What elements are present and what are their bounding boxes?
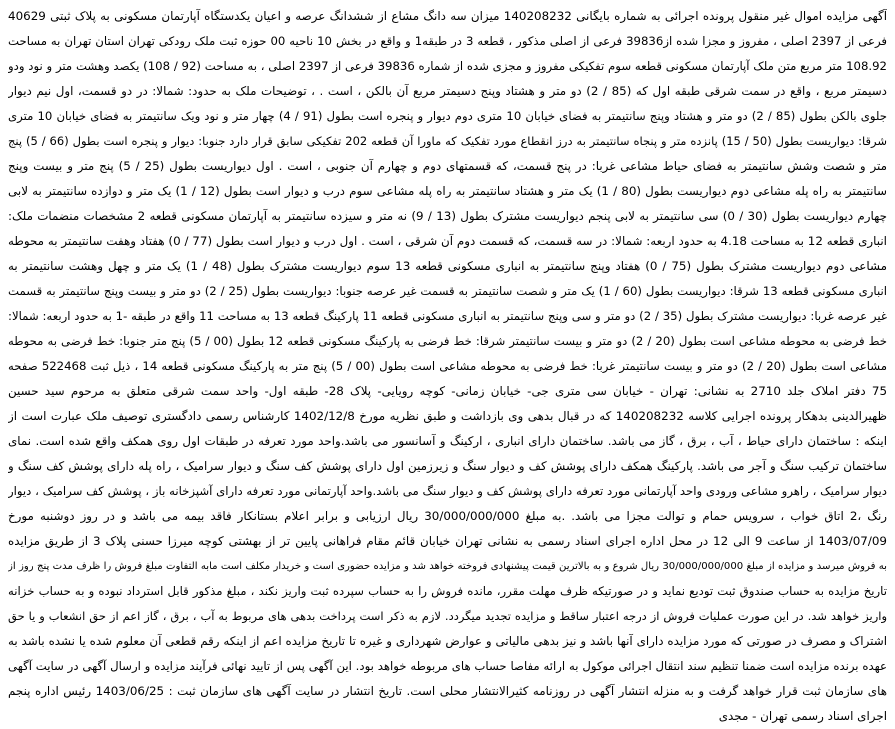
notice-line: جلوی بالکن بطول (85 / 2) دو متر و هشتاد وپنج سانتیمتر به فضای خیابان 10 متری دوم دیوار و پنجره است بطول (91 / 4) چهار متر و نود ویک سانتیمتر به فضای خیابان 10 متری	[8, 109, 887, 123]
notice-line: واریز خواهد شد. در این صورت عملیات فروش از درجه اعتبار ساقط و مزایده تجدید میگردد. لازم به ذکر است پرداخت بدهی های مربوط به آب ، برق ، گاز اعم از حق انشعاب و یا حق	[8, 609, 887, 623]
notice-line: به فروش میرسد و مزایده از مبلغ 30/000/000/000 ریال شروع و به بالاترین قیمت پیشنهادی فروخته خواهد شد و مزایده حضوری است و خریدار مکلف است مابه التفاوت مبلغ فروش را ظرف مدت پنج روز از	[8, 561, 887, 572]
notice-line: متر و شصت وشش سانتیمتر به فضای حیاط مشاعی غربا: در پنج قسمت، که قسمتهای دوم و چهارم آن جنوبی ، است . اول دیواریست بطول (25 / 5) پنج متر و بیست وپنج	[8, 159, 887, 173]
notice-line: تاریخ مزایده به حساب صندوق ثبت تودیع نماید و در صورتیکه ظرف مهلت مقرر، مانده فروش را به حساب سپرده ثبت واریز نکند ، مبلغ مذکور قابل استرداد نبوده و به حساب خزانه	[8, 584, 887, 598]
notice-line: خط فرضی به محوطه مشاعی است بطول (20 / 2) دو متر و بیست سانتیمتر شرقا: خط فرضی به پارکینگ مسکونی قطعه 12 بطول (00 / 5) پنج متر جنوبا: خط فرضی به محوطه	[8, 334, 887, 348]
notice-line: مشاعی دوم دیواریست مشترک بطول (75 / 0) هفتاد وپنج سانتیمتر به انباری مسکونی قطعه 13 سوم دیواریست مشترک بطول (48 / 1) یک متر و چهل وهشت سانتیمتر به	[8, 259, 887, 273]
notice-signature-line: اجرای اسناد رسمی تهران - مجدی	[718, 709, 887, 723]
notice-line: شرقا: دیواریست بطول (50 / 15) پانزده متر و پنجاه سانتیمتر به درز انقطاع مورد تفکیک که ماورا آن قطعه 202 تفکیکی سابق قرار دارد جنوبا: دیوار و پنجره است بطول (66 / 5) پنج	[8, 134, 887, 148]
notice-line: آگهی مزایده اموال غیر منقول پرونده اجرائی به شماره بایگانی 140208232 میزان سه دانگ مشاع از ششدانگ عرصه و اعیان یکدستگاه آپارتمان مسکونی به پلاک ثبتی 40629	[8, 9, 887, 23]
notice-line: دیوار سرامیک ، راهرو مشاعی ورودی واحد آپارتمانی مورد تعرفه دارای پوشش کف و دیوار سنگ می باشد.واحد آپارتمانی مورد تعرفه دارای آشپزخانه باز ، پوشش کف سرامیک ، دیوار	[8, 484, 887, 498]
notice-line: 108.92 متر مربع متن ملک آپارتمان مسکونی قطعه سوم تفکیکی مفروز و مجزی شده از شماره 39836 فرعی از 2397 اصلی ، به مساحت (92 / 108) یکصد وهشت متر و نود ودو	[8, 59, 887, 73]
notice-line: ظهیرالدینی بدهکار پرونده اجرایی کلاسه 140208232 که در قبال بدهی وی بازداشت و طبق نظریه مورخ 1402/12/8 کارشناس رسمی دادگستری توصیف ملک عبارت است از	[8, 409, 887, 423]
notice-line: اشتراک و مصرف در صورتی که مورد مزایده دارای آنها باشد و نیز بدهی مالیاتی و عوارض شهرداری و غیره تا تاریخ مزایده اعم از اینکه رقم قطعی آن معلوم شده یا نشده باشد به	[8, 634, 887, 648]
notice-line: 1403/07/09 از ساعت 9 الی 12 در محل اداره اجرای اسناد رسمی به نشانی تهران خیابان قائم مقام فراهانی پایین تر از بهشتی کوچه میرزا حسنی پلاک 3 از طریق مزایده	[8, 534, 887, 548]
notice-line: فرعی از 2397 اصلی ، مفروز و مجزا شده از39836 فرعی از اصلی مذکور ، قطعه 3 در طبقه1 و واقع در بخش 10 ناحیه 00 حوزه ثبت ملک رودکی تهران استان تهران به مساحت	[8, 34, 887, 48]
notice-line: چهارم دیواریست بطول (30 / 0) سی سانتیمتر به لابی پنجم دیواریست مشترک بطول (13 / 9) نه متر و سیزده سانتیمتر به آپارتمان مسکونی قطعه 2 مشخصات منضمات ملک:	[8, 209, 887, 223]
notice-line: اینکه : ساختمان دارای حیاط ، آب ، برق ، گاز می باشد. ساختمان دارای انباری ، ارکینگ و آسانسور می باشد.واحد مورد تعرفه در طبقات اول روی همکف واقع شده است. نمای	[8, 434, 887, 448]
notice-line: انباری قطعه 12 به مساحت 4.18 به حدود اربعه: شمالا: در سه قسمت، که قسمت دوم آن شرقی ، است . اول درب و دیوار است بطول (77 / 0) هفتاد وهفت سانتیمتر به محوطه	[8, 234, 887, 248]
notice-line: رنگ ،2 اتاق خواب ، سرویس حمام و توالت مجزا می باشد. .به مبلغ 30/000/000/000 ریال ارزیابی و برابر اعلام بستانکار فاقد بیمه می باشد و در روز دوشنبه مورخ	[8, 509, 887, 523]
notice-line: غیر عرصه غربا: دیواریست مشترک بطول (35 / 2) دو متر و سی وپنج سانتیمتر به انباری مسکونی قطعه 11 پارکینگ قطعه 13 به مساحت 11 واقع در طبقه -1 به حدود اربعه: شمالا:	[8, 309, 887, 323]
notice-line: سانتیمتر به راه پله مشاعی دوم دیواریست بطول (80 / 1) یک متر و هشتاد سانتیمتر به راه پله مشاعی سوم درب و دیوار است بطول (12 / 1) یک متر و دوازده سانتیمتر به لابی	[8, 184, 887, 198]
notice-line: مشاعی است بطول (20 / 2) دو متر و بیست سانتیمتر غربا: خط فرضی به محوطه مشاعی است بطول (00 / 5) پنج متر به پارکینگ مسکونی قطعه 14 ، ذیل ثبت 522468 صفحه	[8, 359, 887, 373]
notice-line: انباری مسکونی قطعه 13 شرقا: دیواریست بطول (60 / 1) یک متر و شصت سانتیمتر به قسمت غیر عرصه جنوبا: دیواریست بطول (25 / 2) دو متر و بیست وپنج سانتیمتر به قسمت	[8, 284, 887, 298]
notice-line: عهده برنده مزایده است ضمنا تنظیم سند انتقال اجرائی موکول به ارائه مفاصا حساب های مربوطه خواهد بود. این آگهی پس از تایید نهائی فرآیند مزایده و ارسال آگهی در سایت آگهی	[8, 659, 887, 673]
notice-line: های سازمان ثبت قرار خواهد گرفت و به منزله انتشار آگهی در روزنامه کثیرالانتشار محلی است. تاریخ انتشار در سایت آگهی های سازمان ثبت : 1403/06/25 رئیس اداره پنجم	[8, 684, 887, 698]
notice-line: ساختمان ترکیب سنگ و آجر می باشد. پارکینگ همکف دارای پوشش کف و دیوار سنگ و زیرزمین اول دارای پوشش کف سنگ و دیوار سرامیک ، راه پله دارای پوشش کف سنگ و	[8, 459, 887, 473]
notice-line: دسیمتر مربع ، واقع در سمت شرقی طبقه اول که (85 / 2) دو متر و هشتاد وپنج دسیمتر مربع آن بالکن ، است . ، توضیحات ملک به حدود: شمالا: در دو قسمت، اول نیم دیوار	[8, 84, 887, 98]
notice-line: 75 دفتر املاک جلد 2710 به نشانی: تهران - خیابان سی متری جی- خیابان زمانی- کوچه رویایی- پلاک 28- طبقه اول- واحد سمت شرقی متعلق به مرحوم سید حسین	[8, 384, 887, 398]
